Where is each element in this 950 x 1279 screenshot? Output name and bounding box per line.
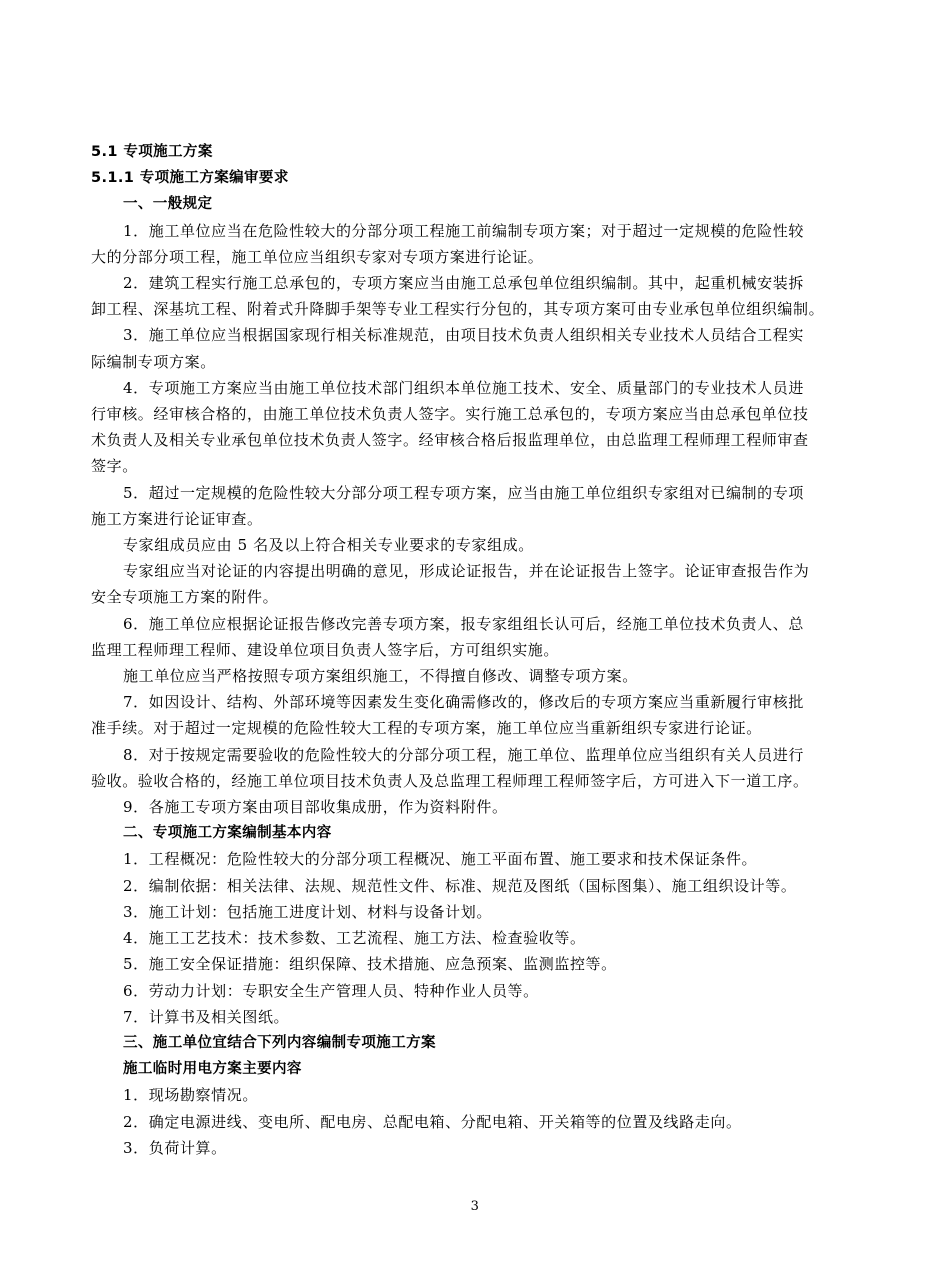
paragraph-first-line: 7．如因设计、结构、外部环境等因素发生变化确需修改的，修改后的专项方案应当重新履行审核批 (123, 693, 804, 712)
paragraph-first-line: 1．工程概况：危险性较大的分部分项工程概况、施工平面布置、施工要求和技术保证条件。 (123, 850, 758, 869)
paragraph-first-line: 1．现场勘察情况。 (123, 1086, 258, 1105)
paragraph-line: 际编制专项方案。 (91, 352, 216, 371)
paragraph-line: 卸工程、深基坑工程、附着式升降脚手架等专业工程实行分包的，其专项方案可由专业承包单位组织编制。 (91, 300, 825, 319)
paragraph-first-line: 专家组成员应由 5 名及以上符合相关专业要求的专家组成。 (123, 536, 534, 555)
paragraph-line: 安全专项施工方案的附件。 (91, 588, 279, 607)
paragraph-line: 监理工程师理工程师、建设单位项目负责人签字后，方可组织实施。 (91, 640, 560, 659)
subsection-heading: 二、专项施工方案编制基本内容 (123, 825, 332, 842)
subsection-heading: 一、一般规定 (123, 196, 213, 213)
paragraph-first-line: 5．施工安全保证措施：组织保障、技术措施、应急预案、监测监控等。 (123, 955, 617, 974)
paragraph-first-line: 8．对于按规定需要验收的危险性较大的分部分项工程，施工单位、监理单位应当组织有关人员进行 (123, 745, 804, 764)
paragraph-first-line: 3．施工单位应当根据国家现行相关标准规范，由项目技术负责人组织相关专业技术人员结合工程实 (123, 326, 804, 345)
paragraph-line: 大的分部分项工程，施工单位应当组织专家对专项方案进行论证。 (91, 247, 544, 266)
paragraph-first-line: 2．确定电源进线、变电所、配电房、总配电箱、分配电箱、开关箱等的位置及线路走向。 (123, 1112, 742, 1131)
paragraph-first-line: 9．各施工专项方案由项目部收集成册，作为资料附件。 (123, 798, 508, 817)
paragraph-first-line: 7．计算书及相关图纸。 (123, 1007, 290, 1026)
section-heading: 5.1 专项施工方案 (91, 144, 213, 160)
page-number: 3 (470, 1199, 480, 1214)
document-body (91, 139, 861, 1161)
paragraph-line: 验收。验收合格的，经施工单位项目技术负责人及总监理工程师理工程师签字后，方可进入下一道工序。 (91, 771, 809, 790)
paragraph-line: 施工方案进行论证审查。 (91, 509, 263, 528)
paragraph-line: 行审核。经审核合格的，由施工单位技术负责人签字。实行施工总承包的，专项方案应当由总承包单位技 (91, 405, 809, 424)
paragraph-first-line: 专家组应当对论证的内容提出明确的意见，形成论证报告，并在论证报告上签字。论证审查报告作为 (123, 562, 810, 581)
paragraph-first-line: 2．建筑工程实行施工总承包的，专项方案应当由施工总承包单位组织编制。其中，起重机械安装拆 (123, 274, 804, 293)
section-heading: 5.1.1 专项施工方案编审要求 (91, 170, 289, 187)
paragraph-line: 准手续。对于超过一定规模的危险性较大工程的专项方案，施工单位应当重新组织专家进行论证。 (91, 719, 762, 738)
paragraph-first-line: 1．施工单位应当在危险性较大的分部分项工程施工前编制专项方案；对于超过一定规模的危险性较 (123, 221, 804, 240)
paragraph-first-line: 6．劳动力计划：专职安全生产管理人员、特种作业人员等。 (123, 981, 539, 1000)
paragraph-first-line: 6．施工单位应根据论证报告修改完善专项方案，报专家组组长认可后，经施工单位技术负责人、总 (123, 614, 804, 633)
paragraph-line: 签字。 (91, 457, 138, 476)
paragraph-first-line: 4．专项施工方案应当由施工单位技术部门组织本单位施工技术、安全、质量部门的专业技术人员进 (123, 378, 804, 397)
paragraph-first-line: 3．负荷计算。 (123, 1138, 227, 1157)
subsection-heading: 施工临时用电方案主要内容 (123, 1061, 302, 1078)
subsection-heading: 三、施工单位宜结合下列内容编制专项施工方案 (123, 1034, 436, 1051)
paragraph-first-line: 2．编制依据：相关法律、法规、规范性文件、标准、规范及图纸（国标图集）、施工组织设计等。 (123, 876, 797, 895)
paragraph-first-line: 4．施工工艺技术：技术参数、工艺流程、施工方法、检查验收等。 (123, 929, 586, 948)
paragraph-first-line: 3．施工计划：包括施工进度计划、材料与设备计划。 (123, 902, 492, 921)
paragraph-first-line: 施工单位应当严格按照专项方案组织施工，不得擅自修改、调整专项方案。 (123, 667, 638, 686)
paragraph-first-line: 5．超过一定规模的危险性较大分部分项工程专项方案，应当由施工单位组织专家组对已编制的专项 (123, 483, 804, 502)
paragraph-line: 术负责人及相关专业承包单位技术负责人签字。经审核合格后报监理单位，由总监理工程师理工程师审查 (91, 431, 809, 450)
